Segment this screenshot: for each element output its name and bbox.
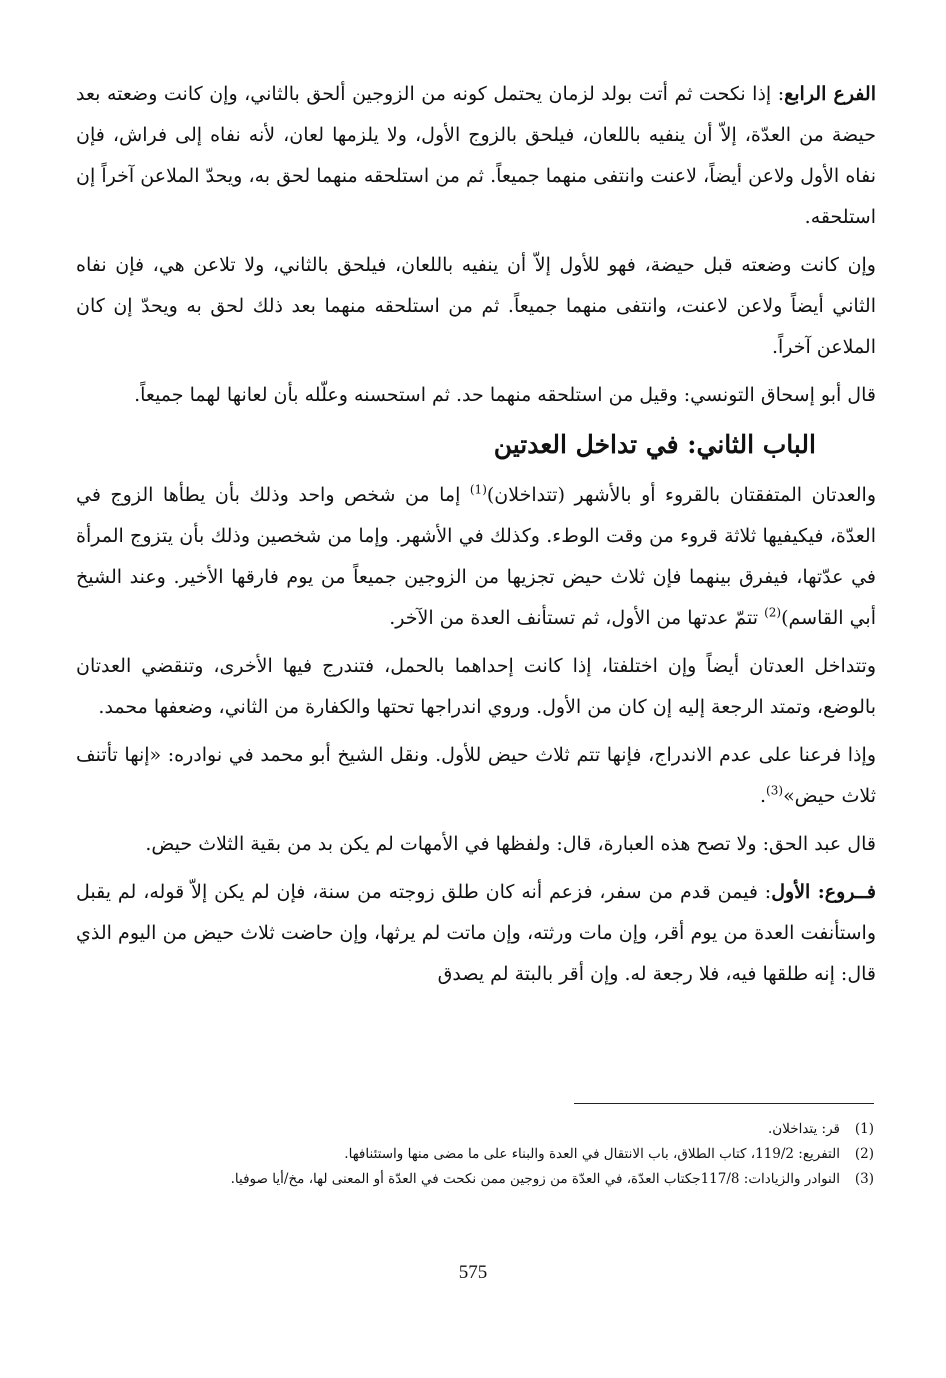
paragraph-text: وإذا فرعنا على عدم الاندراج، فإنها تتم ثلاث حيض للأول. ونقل الشيخ أبو محمد في نوادره: «إنها تأتنف ثلاث حيض» — [76, 744, 876, 807]
paragraph — [76, 375, 876, 416]
paragraph-text: : فيمن قدم من سفر، فزعم أنه كان طلق زوجته من سنة، فإن لم يكن إلاّ قوله، لم يقبل واستأنفت العدة من يوم أقر، وإن مات ورثته، وإن ماتت لم يرثها، وإن حاضت ثلاث حيض من اليوم الذي قال: إنه طلقها فيه، فلا رجعة له. وإن أقر بالبتة لم يصدق — [76, 881, 876, 985]
section-lead: الفرع الرابع — [784, 83, 876, 105]
paragraph-text: : إذا نكحت ثم أتت بولد لزمان يحتمل كونه من الزوجين ألحق بالثاني، وإن كانت وضعته بعد حيضة من العدّة، إلاّ أن ينفيه باللعان، فيلحق بالزوج الأول، ولا يلزمها لعان، لأنه نفاه إلى فراش، فإن نفاه الأول ولاعن أيضاً، لاعنت وانتفى منهما جميعاً. ثم من استلحقه منهما لحق به، ويحدّ الملاعن آخراً إن استلحقه. — [76, 83, 876, 228]
footnote-ref[interactable]: (3) — [766, 783, 784, 798]
section-lead: فــروع: الأول — [771, 881, 876, 903]
footnote-item — [70, 1168, 874, 1190]
footnote-divider — [574, 1103, 874, 1104]
footnote-number: (3) — [854, 1171, 874, 1187]
paragraph — [76, 824, 876, 865]
page-number: 575 — [458, 1262, 488, 1283]
chapter-heading: الباب الثاني: في تداخل العدتين — [493, 430, 816, 459]
footnote-ref[interactable]: (2) — [764, 605, 782, 620]
paragraph — [76, 646, 876, 728]
footnotes — [70, 1118, 874, 1193]
paragraph-text: . — [760, 785, 767, 807]
footnote-ref[interactable]: (1) — [469, 482, 487, 497]
footnote-item — [70, 1118, 874, 1140]
footnote-text: قر: يتداخلان. — [767, 1121, 840, 1137]
paragraph — [76, 735, 876, 817]
paragraph-text: قال عبد الحق: ولا تصح هذه العبارة، قال: ولفظها في الأمهات لم يكن بد من بقية الثلاث حيض. — [145, 833, 876, 855]
main-text — [76, 74, 876, 1002]
paragraph-text: وإن كانت وضعته قبل حيضة، فهو للأول إلاّ أن ينفيه باللعان، فيلحق بالثاني، ولا تلاعن هي، فإن نفاه الثاني أيضاً ولاعن لاعنت، وانتفى منهما جميعاً. ثم من استلحقه منهما بعد ذلك لحق به ويحدّ إن كان الملاعن آخراً. — [76, 254, 876, 358]
paragraph-text: إما من شخص واحد وذلك بأن يطأها الزوج في العدّة، فيكيفيها ثلاثة قروء من وقت الوطء. وكذلك في الأشهر. وإما من شخصين وذلك بأن يتزوج المرأة في عدّتها، فيفرق بينهما فإن ثلاث حيض تجزيها من الزوجين جميعاً من يوم فارقها الأخير. وعند الشيخ أبي القاسم) — [76, 484, 876, 629]
paragraph — [76, 475, 876, 639]
paragraph — [76, 245, 876, 368]
paragraph-text: وتتداخل العدتان أيضاً وإن اختلفتا، إذا كانت إحداهما بالحمل، فتندرج فيها الأخرى، وتنقضي العدتان بالوضع، وتمتد الرجعة إليه إن كان من الأول. وروي اندراجها تحتها والكفارة من الثاني، وضعفها محمد. — [76, 655, 876, 718]
footnote-number: (1) — [854, 1121, 874, 1137]
paragraph-text: والعدتان المتفقتان بالقروء أو بالأشهر (تتداخلان) — [486, 484, 876, 506]
paragraph — [76, 872, 876, 995]
footnote-text: التفريع: 119/2، كتاب الطلاق، باب الانتقال في العدة والبناء على ما مضى منها واستئنافها. — [344, 1146, 840, 1162]
footnote-item — [70, 1143, 874, 1165]
paragraph-text: تتمّ عدتها من الأول، ثم تستأنف العدة من الآخر. — [389, 607, 765, 629]
footnote-text: النوادر والزيادات: 117/8جكتاب العدّة، في العدّة من زوجين ممن نكحت في العدّة أو المعنى لها، مخ/أيا صوفيا. — [230, 1171, 840, 1187]
paragraph — [76, 74, 876, 238]
footnote-number: (2) — [854, 1146, 874, 1162]
paragraph-text: قال أبو إسحاق التونسي: وقيل من استلحقه منهما حد. ثم استحسنه وعلّله بأن لعانها لهما جميعاً. — [134, 384, 876, 406]
